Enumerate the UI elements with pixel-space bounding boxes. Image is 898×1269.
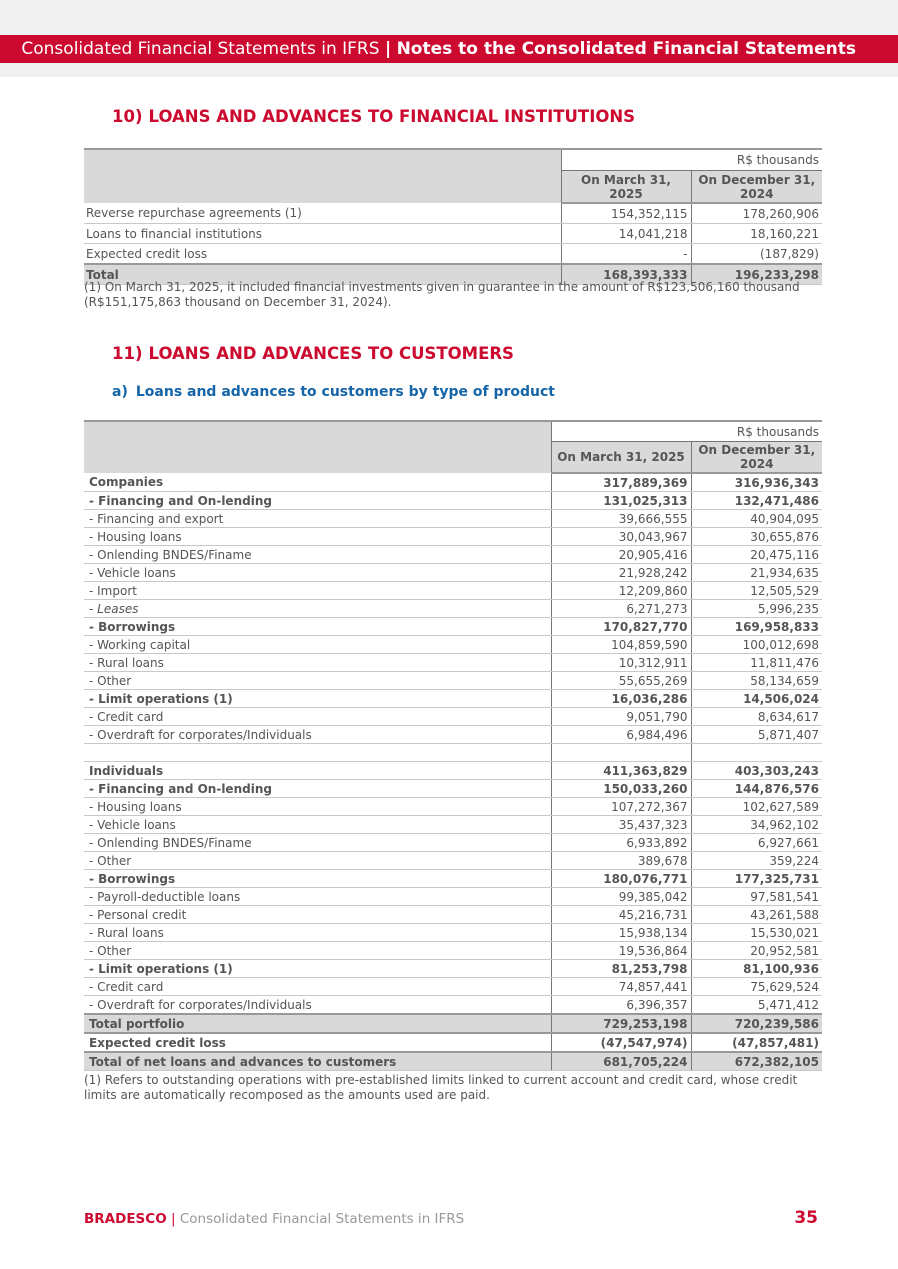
row-value-december-2024: 12,505,529 bbox=[691, 582, 822, 600]
row-label: - Financing and On-lending bbox=[84, 780, 551, 798]
row-value-march-2025: 389,678 bbox=[551, 852, 691, 870]
table-row bbox=[84, 978, 822, 996]
row-value-december-2024: 5,996,235 bbox=[691, 600, 822, 618]
row-value-march-2025: 39,666,555 bbox=[551, 510, 691, 528]
row-value-december-2024: 720,239,586 bbox=[691, 1014, 822, 1033]
table-row bbox=[84, 690, 822, 708]
footer-doc-title: Consolidated Financial Statements in IFRS bbox=[179, 1211, 465, 1227]
row-value-december-2024 bbox=[691, 744, 822, 762]
unit-label: R$ thousands bbox=[561, 149, 822, 171]
table-row bbox=[84, 942, 822, 960]
section-10-title: LOANS AND ADVANCES TO FINANCIAL INSTITUTIONS bbox=[148, 107, 636, 126]
section-11-title: LOANS AND ADVANCES TO CUSTOMERS bbox=[148, 344, 514, 363]
row-value-march-2025: 99,385,042 bbox=[551, 888, 691, 906]
row-value-march-2025: 19,536,864 bbox=[551, 942, 691, 960]
row-value-march-2025: 55,655,269 bbox=[551, 672, 691, 690]
row-label: - Limit operations (1) bbox=[84, 960, 551, 978]
row-label: - Onlending BNDES/Finame bbox=[84, 546, 551, 564]
fin-institutions-table bbox=[84, 148, 822, 285]
section-10-footnote: (1) On March 31, 2025, it included financial investments given in guarantee in the amount of R$123,506,160 thousand (R$151,175,863 thousand on December 31, 2024). bbox=[84, 280, 800, 309]
footer-separator: | bbox=[170, 1211, 176, 1227]
row-value-december-2024: 359,224 bbox=[691, 852, 822, 870]
row-value-march-2025: 6,271,273 bbox=[551, 600, 691, 618]
row-value-march-2025: 45,216,731 bbox=[551, 906, 691, 924]
table-row bbox=[84, 473, 822, 492]
page-header-banner bbox=[0, 35, 898, 63]
row-value-december-2024: 40,904,095 bbox=[691, 510, 822, 528]
column-header-march-2025: On March 31, 2025 bbox=[561, 171, 691, 204]
row-label: - Personal credit bbox=[84, 906, 551, 924]
subsection-a-heading bbox=[112, 384, 555, 400]
row-value-december-2024: 8,634,617 bbox=[691, 708, 822, 726]
row-label: - Credit card bbox=[84, 978, 551, 996]
table-row bbox=[84, 780, 822, 798]
table-header-blank bbox=[84, 421, 551, 473]
row-value-december-2024: (47,857,481) bbox=[691, 1033, 822, 1052]
row-value-december-2024: 18,160,221 bbox=[691, 224, 822, 244]
row-label: - Import bbox=[84, 582, 551, 600]
column-header-march-2025: On March 31, 2025 bbox=[551, 442, 691, 474]
row-value-december-2024: 97,581,541 bbox=[691, 888, 822, 906]
row-value-december-2024: (187,829) bbox=[691, 244, 822, 265]
table-row bbox=[84, 582, 822, 600]
row-value-march-2025: 681,705,224 bbox=[551, 1052, 691, 1071]
table-row bbox=[84, 510, 822, 528]
row-label: - Vehicle loans bbox=[84, 816, 551, 834]
section-11-footnote: (1) Refers to outstanding operations with pre-established limits linked to current account and credit card, whose credit limits are automatically recomposed as the amounts used are paid. bbox=[84, 1073, 798, 1102]
row-label: - Working capital bbox=[84, 636, 551, 654]
row-value-march-2025: 6,984,496 bbox=[551, 726, 691, 744]
row-label: - Credit card bbox=[84, 708, 551, 726]
row-value-march-2025: 15,938,134 bbox=[551, 924, 691, 942]
row-value-march-2025: 81,253,798 bbox=[551, 960, 691, 978]
row-value-march-2025: 16,036,286 bbox=[551, 690, 691, 708]
row-value-december-2024: 15,530,021 bbox=[691, 924, 822, 942]
total-portfolio-row bbox=[84, 1014, 822, 1033]
footer bbox=[84, 1211, 464, 1227]
table-row bbox=[84, 564, 822, 582]
table-row bbox=[84, 618, 822, 636]
row-value-december-2024: 58,134,659 bbox=[691, 672, 822, 690]
row-value-december-2024: 20,475,116 bbox=[691, 546, 822, 564]
row-label: Reverse repurchase agreements (1) bbox=[84, 203, 561, 224]
header-sub-strip bbox=[0, 63, 898, 77]
row-value-december-2024: 75,629,524 bbox=[691, 978, 822, 996]
table-row bbox=[84, 244, 822, 265]
row-value-march-2025: 411,363,829 bbox=[551, 762, 691, 780]
row-label: Expected credit loss bbox=[84, 1033, 551, 1052]
header-section-title: Notes to the Consolidated Financial Statements bbox=[396, 39, 856, 59]
row-value-march-2025: 729,253,198 bbox=[551, 1014, 691, 1033]
row-value-march-2025: 168,393,333 bbox=[561, 264, 691, 285]
section-11-number: 11) bbox=[112, 344, 143, 363]
row-value-march-2025: 154,352,115 bbox=[561, 203, 691, 224]
table-row bbox=[84, 600, 822, 618]
row-label: - Onlending BNDES/Finame bbox=[84, 834, 551, 852]
row-label: Companies bbox=[84, 473, 551, 492]
row-label: - Limit operations (1) bbox=[84, 690, 551, 708]
row-value-march-2025: 131,025,313 bbox=[551, 492, 691, 510]
row-value-december-2024: 5,471,412 bbox=[691, 996, 822, 1015]
row-value-december-2024: 81,100,936 bbox=[691, 960, 822, 978]
table-row bbox=[84, 546, 822, 564]
unit-label: R$ thousands bbox=[551, 421, 822, 442]
row-label: - Leases bbox=[84, 600, 551, 618]
table-row bbox=[84, 870, 822, 888]
table-row bbox=[84, 852, 822, 870]
table-row bbox=[84, 996, 822, 1015]
row-value-december-2024: 20,952,581 bbox=[691, 942, 822, 960]
row-label: - Other bbox=[84, 672, 551, 690]
row-value-march-2025: 35,437,323 bbox=[551, 816, 691, 834]
row-label: - Borrowings bbox=[84, 870, 551, 888]
column-header-december-2024: On December 31, 2024 bbox=[691, 442, 822, 474]
row-label: - Overdraft for corporates/Individuals bbox=[84, 996, 551, 1015]
row-value-march-2025 bbox=[551, 744, 691, 762]
row-label: Expected credit loss bbox=[84, 244, 561, 265]
row-value-march-2025: 14,041,218 bbox=[561, 224, 691, 244]
subsection-a-number: a) bbox=[112, 384, 128, 400]
top-strip bbox=[0, 0, 898, 35]
table-row bbox=[84, 726, 822, 744]
section-10-number: 10) bbox=[112, 107, 143, 126]
header-separator: | bbox=[384, 39, 392, 59]
row-value-march-2025: 30,043,967 bbox=[551, 528, 691, 546]
table-header-blank bbox=[84, 149, 561, 203]
row-value-december-2024: 144,876,576 bbox=[691, 780, 822, 798]
row-label bbox=[84, 744, 551, 762]
row-value-december-2024: 30,655,876 bbox=[691, 528, 822, 546]
column-header-december-2024: On December 31, 2024 bbox=[691, 171, 822, 204]
table-row bbox=[84, 762, 822, 780]
row-label: - Financing and export bbox=[84, 510, 551, 528]
expected-credit-loss-row bbox=[84, 1033, 822, 1052]
row-value-march-2025: 10,312,911 bbox=[551, 654, 691, 672]
row-label: Total portfolio bbox=[84, 1014, 551, 1033]
row-value-december-2024: 178,260,906 bbox=[691, 203, 822, 224]
row-value-december-2024: 34,962,102 bbox=[691, 816, 822, 834]
row-value-march-2025: - bbox=[561, 244, 691, 265]
row-label: Individuals bbox=[84, 762, 551, 780]
row-value-march-2025: 317,889,369 bbox=[551, 473, 691, 492]
subsection-a-title: Loans and advances to customers by type of product bbox=[135, 384, 555, 400]
table-row bbox=[84, 654, 822, 672]
row-value-december-2024: 100,012,698 bbox=[691, 636, 822, 654]
row-value-december-2024: 21,934,635 bbox=[691, 564, 822, 582]
table-row bbox=[84, 224, 822, 244]
row-label: - Borrowings bbox=[84, 618, 551, 636]
row-value-december-2024: 132,471,486 bbox=[691, 492, 822, 510]
row-label: - Financing and On-lending bbox=[84, 492, 551, 510]
row-label: Loans to financial institutions bbox=[84, 224, 561, 244]
row-label: - Other bbox=[84, 852, 551, 870]
row-label: Total of net loans and advances to customers bbox=[84, 1052, 551, 1071]
row-value-december-2024: 672,382,105 bbox=[691, 1052, 822, 1071]
row-value-march-2025: 9,051,790 bbox=[551, 708, 691, 726]
table-row bbox=[84, 924, 822, 942]
row-label: - Housing loans bbox=[84, 798, 551, 816]
table-row bbox=[84, 834, 822, 852]
row-label: - Payroll-deductible loans bbox=[84, 888, 551, 906]
table-row bbox=[84, 888, 822, 906]
row-label: Total bbox=[84, 264, 561, 285]
table-row bbox=[84, 203, 822, 224]
table-row bbox=[84, 492, 822, 510]
row-value-march-2025: 107,272,367 bbox=[551, 798, 691, 816]
row-value-march-2025: 74,857,441 bbox=[551, 978, 691, 996]
row-label: - Overdraft for corporates/Individuals bbox=[84, 726, 551, 744]
row-value-december-2024: 43,261,588 bbox=[691, 906, 822, 924]
table-row bbox=[84, 798, 822, 816]
spacer-row bbox=[84, 744, 822, 762]
row-label: - Rural loans bbox=[84, 924, 551, 942]
row-value-december-2024: 11,811,476 bbox=[691, 654, 822, 672]
row-value-march-2025: 180,076,771 bbox=[551, 870, 691, 888]
row-value-march-2025: 150,033,260 bbox=[551, 780, 691, 798]
row-value-march-2025: 12,209,860 bbox=[551, 582, 691, 600]
row-value-december-2024: 5,871,407 bbox=[691, 726, 822, 744]
table-row bbox=[84, 528, 822, 546]
row-value-december-2024: 14,506,024 bbox=[691, 690, 822, 708]
footer-brand: BRADESCO bbox=[84, 1211, 167, 1227]
row-label: - Vehicle loans bbox=[84, 564, 551, 582]
row-value-march-2025: 170,827,770 bbox=[551, 618, 691, 636]
row-label: - Other bbox=[84, 942, 551, 960]
row-label: - Rural loans bbox=[84, 654, 551, 672]
table-row bbox=[84, 960, 822, 978]
net-total-row bbox=[84, 1052, 822, 1071]
row-value-march-2025: 20,905,416 bbox=[551, 546, 691, 564]
row-value-march-2025: 104,859,590 bbox=[551, 636, 691, 654]
table-row bbox=[84, 672, 822, 690]
row-value-march-2025: (47,547,974) bbox=[551, 1033, 691, 1052]
row-value-december-2024: 169,958,833 bbox=[691, 618, 822, 636]
table-row bbox=[84, 636, 822, 654]
row-value-december-2024: 196,233,298 bbox=[691, 264, 822, 285]
row-value-march-2025: 6,933,892 bbox=[551, 834, 691, 852]
row-value-december-2024: 316,936,343 bbox=[691, 473, 822, 492]
page-number: 35 bbox=[794, 1208, 818, 1228]
row-value-december-2024: 177,325,731 bbox=[691, 870, 822, 888]
section-11-heading bbox=[112, 344, 514, 363]
row-value-december-2024: 6,927,661 bbox=[691, 834, 822, 852]
table-row bbox=[84, 708, 822, 726]
table-row bbox=[84, 906, 822, 924]
row-value-march-2025: 6,396,357 bbox=[551, 996, 691, 1015]
customer-loans-table bbox=[84, 420, 822, 1071]
row-value-december-2024: 102,627,589 bbox=[691, 798, 822, 816]
row-value-march-2025: 21,928,242 bbox=[551, 564, 691, 582]
header-doc-title: Consolidated Financial Statements in IFRS bbox=[21, 39, 380, 59]
table-row bbox=[84, 816, 822, 834]
row-label: - Housing loans bbox=[84, 528, 551, 546]
section-10-heading bbox=[112, 107, 635, 126]
row-value-december-2024: 403,303,243 bbox=[691, 762, 822, 780]
